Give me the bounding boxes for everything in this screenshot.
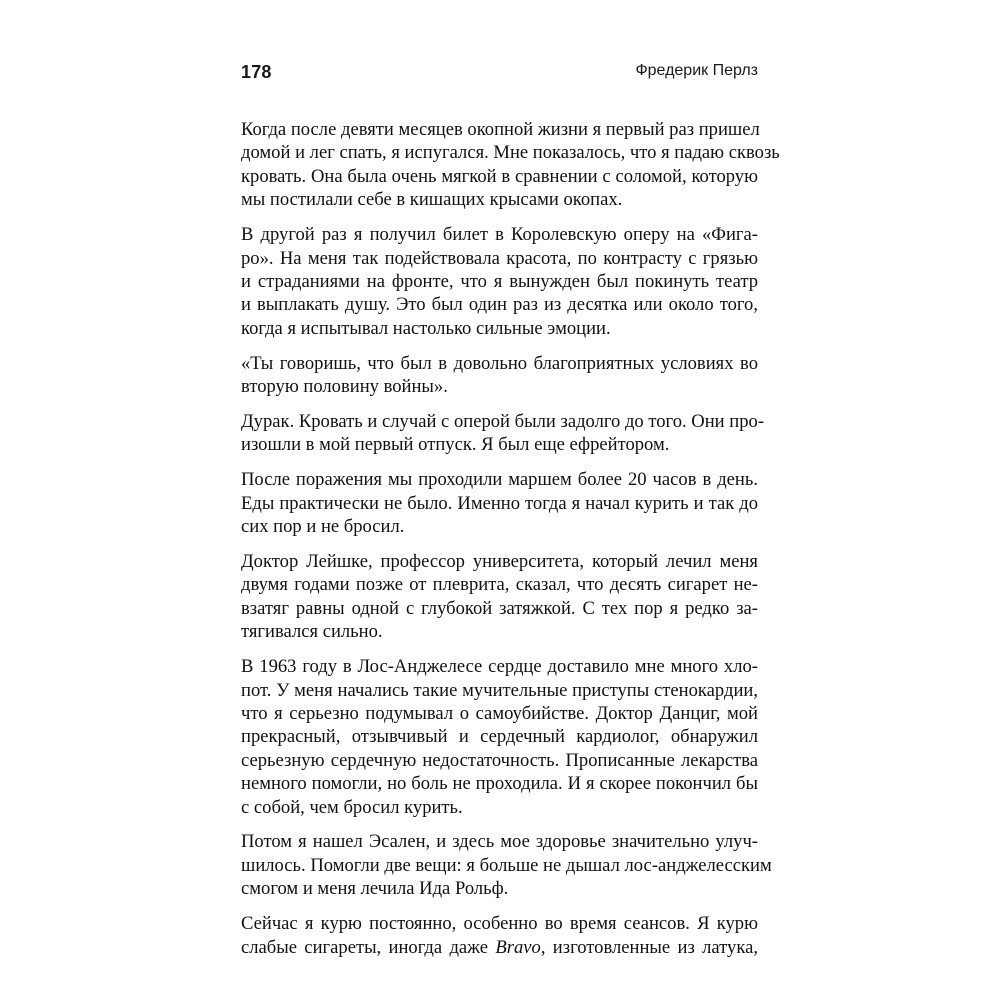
- text-line: тягивался сильно.: [241, 621, 383, 643]
- text-line: серьезную сердечную недостаточность. Прописанные лекарства: [241, 749, 758, 771]
- text-line: немного помогли, но боль не проходила. И я скорее покончил бы: [241, 773, 758, 795]
- text-line: пот. У меня начались такие мучительные приступы стенокардии,: [241, 679, 758, 701]
- paragraph: [241, 118, 780, 212]
- body-text: [241, 118, 780, 971]
- text-line: кровать. Она была очень мягкой в сравнении с соломой, которую: [241, 165, 758, 187]
- text-line: Еды практически не было. Именно тогда я начал курить и так до: [241, 492, 758, 514]
- text-line-mixed: [241, 936, 758, 959]
- running-head: [241, 60, 758, 88]
- text-line: смогом и меня лечила Ида Рольф.: [241, 878, 509, 900]
- text-line: домой и лег спать, я испугался. Мне показалось, что я падаю сквозь: [241, 142, 780, 164]
- paragraph: [241, 550, 758, 644]
- text-run: , изготовленные из латука,: [540, 936, 758, 958]
- text-run: слабые сигареты, иногда даже: [241, 936, 496, 958]
- paragraph: [241, 655, 758, 819]
- running-head-author: Фредерик Перлз: [635, 62, 758, 79]
- paragraph: [241, 830, 772, 900]
- text-line: Дурак. Кровать и случай с оперой были задолго до того. Они про-: [241, 410, 765, 432]
- paragraph: [241, 223, 758, 340]
- italic-brand-name: Bravo: [495, 936, 541, 958]
- text-line: когда я испытывал настолько сильные эмоции.: [241, 317, 611, 339]
- text-line: прекрасный, отзывчивый и сердечный кардиолог, обнаружил: [241, 726, 758, 748]
- text-line: и выплакать душу. Это был один раз из десятка или около того,: [241, 294, 758, 316]
- text-line: После поражения мы проходили маршем более 20 часов в день.: [241, 469, 758, 491]
- text-line: «Ты говоришь, что был в довольно благоприятных условиях во: [241, 352, 758, 374]
- text-line: шилось. Помогли две вещи: я больше не дышал лос-анджелесским: [241, 854, 772, 876]
- text-line: сих пор и не бросил.: [241, 516, 405, 538]
- text-line: В другой раз я получил билет в Королевскую оперу на «Фига-: [241, 224, 758, 246]
- text-line: мы постилали себе в кишащих крысами окопах.: [241, 189, 623, 211]
- text-line: ро». На меня так подействовала красота, по контрасту с грязью: [241, 247, 758, 269]
- paragraph: [241, 912, 758, 959]
- text-line: Потом я нашел Эсален, и здесь мое здоровье значительно улуч-: [241, 831, 758, 853]
- text-line: Когда после девяти месяцев окопной жизни я первый раз пришел: [241, 119, 760, 140]
- text-line: Сейчас я курю постоянно, особенно во время сеансов. Я курю: [241, 913, 758, 935]
- paragraph: [241, 410, 765, 457]
- text-line: и страданиями на фронте, что я вынужден был покинуть театр: [241, 270, 758, 292]
- text-line: что я серьезно подумывал о самоубийстве. Доктор Данциг, мой: [241, 702, 758, 724]
- text-line: с собой, чем бросил курить.: [241, 796, 463, 818]
- text-line: двумя годами позже от плеврита, сказал, что десять сигарет не-: [241, 574, 758, 596]
- text-line: взатяг равны одной с глубокой затяжкой. С тех пор я редко за-: [241, 597, 758, 619]
- text-line: В 1963 году в Лос-Анджелесе сердце доставило мне много хло-: [241, 656, 758, 678]
- page-number: 178: [241, 62, 272, 82]
- text-line: Доктор Лейшке, профессор университета, который лечил меня: [241, 551, 758, 572]
- text-line: вторую половину войны».: [241, 376, 448, 398]
- paragraph: [241, 468, 758, 538]
- text-line: изошли в мой первый отпуск. Я был еще ефрейтором.: [241, 434, 670, 456]
- paragraph: [241, 352, 758, 399]
